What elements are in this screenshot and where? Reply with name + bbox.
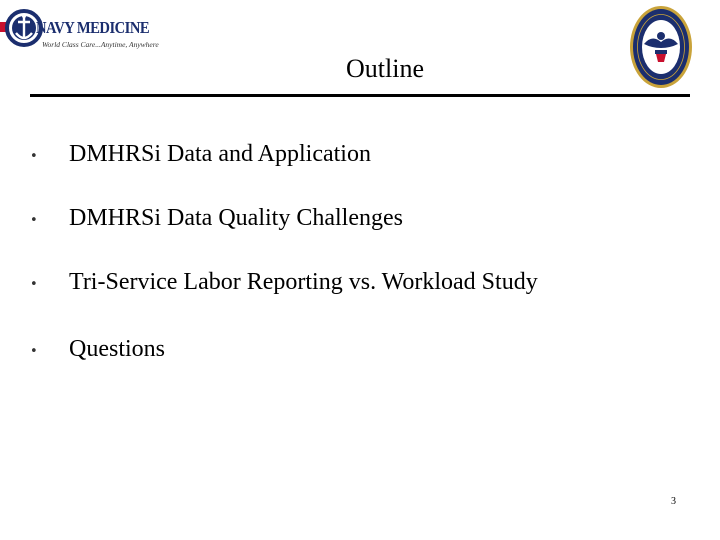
bullet-text: Tri-Service Labor Reporting vs. Workload Study bbox=[69, 269, 538, 295]
bullet-text: Questions bbox=[69, 336, 165, 362]
logo-tagline: World Class Care...Anytime, Anywhere bbox=[42, 40, 159, 49]
bullet-icon: • bbox=[30, 213, 38, 228]
slide-title: Outline bbox=[346, 54, 424, 83]
title-divider bbox=[30, 94, 690, 97]
bullet-icon: • bbox=[30, 344, 38, 359]
bullet-icon: • bbox=[30, 149, 38, 164]
page-number: 3 bbox=[671, 496, 676, 507]
bullet-icon: • bbox=[30, 277, 38, 292]
bullet-text: DMHRSi Data and Application bbox=[69, 141, 371, 167]
navy-medicine-logo bbox=[0, 4, 159, 54]
logo-title: NAVY MEDICINE bbox=[36, 18, 150, 37]
bullet-text: DMHRSi Data Quality Challenges bbox=[69, 205, 403, 231]
